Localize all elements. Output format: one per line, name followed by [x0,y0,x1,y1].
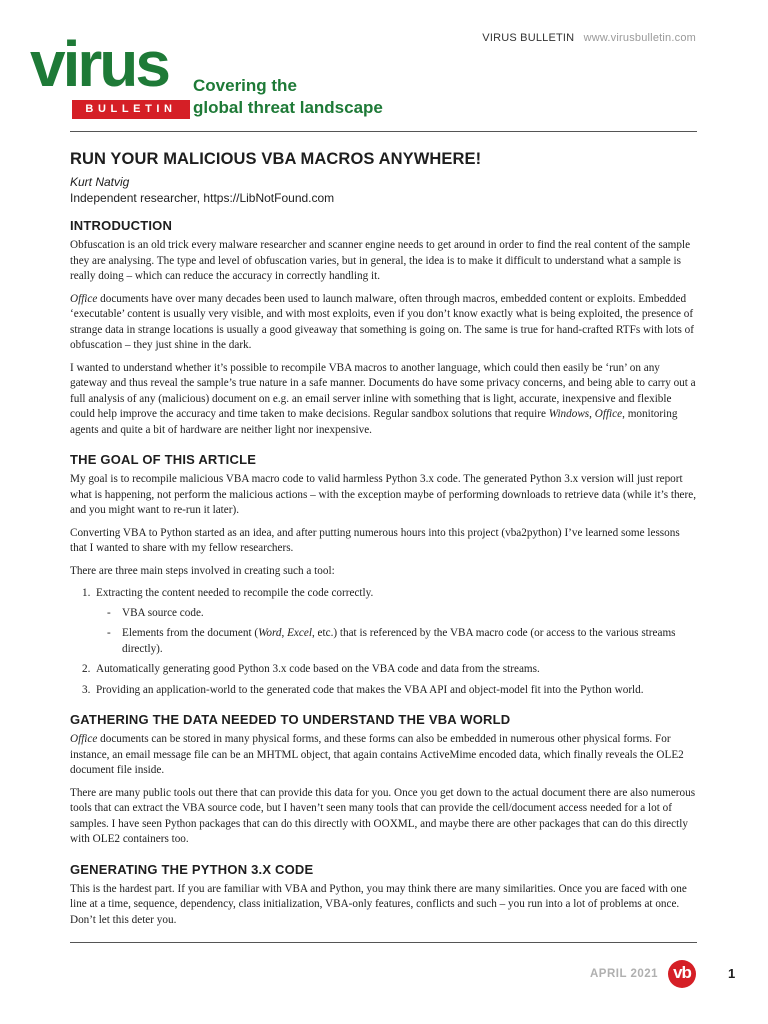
paragraph [70,361,697,439]
paragraph [70,292,697,354]
section-heading-goal: THE GOAL OF THIS ARTICLE [70,452,257,467]
paragraph-text: documents can be stored in many physical forms, and these forms can also be embedded in numerous other physical forms. For instance, an email message file can be an MHTML object, that again contains ActiveMime encoded data, which finally reveals the OLE2 document file inside. [70,733,684,776]
list-item-text: Extracting the content needed to recompile the code correctly. [96,587,374,599]
steps-list [70,586,697,698]
paragraph-text: , monitoring agents and quite a bit of hardware are neither light nor inexpensive. [70,408,678,436]
section-heading-generating: GENERATING THE PYTHON 3.X CODE [70,861,314,877]
sub-list-text: Elements from the document ( [122,627,259,639]
tagline-line-2: global threat landscape [193,98,383,117]
publication-name: VIRUS BULLETIN [482,32,575,44]
paragraph-text: I wanted to understand whether it’s possible to recompile VBA macros to another language, which could then easily be ‘run’ on any gateway and thus reveal the sample’s true nature in a safe manner. Documents do have some privacy concerns, and being able to carry out a full analysis of any (malicious) document on e.g. an email server inline with something that is light, accurate, inexpensive and flexible could help improve the accuracy and time taken to make decisions. Regular sandbox solutions that require [70,361,696,420]
paragraph: Converting VBA to Python started as an idea, and after putting numerous hours into this project (vba2python) I’ve learned some lessons that I wanted to share with my fellow researchers. [70,526,680,554]
emphasis: Office [70,733,98,745]
paragraph [70,732,697,779]
tagline [193,75,383,119]
list-item [70,683,697,699]
list-number: 3. [82,683,91,696]
emphasis: Excel [287,627,312,639]
paragraph-text: , [589,408,595,420]
list-item [70,662,697,678]
paragraph: There are many public tools out there that can provide this data for you. Once you get down to the actual document there are also numerous tools that can extract the VBA source code, but I haven’t seen many tools that can provide the cell/document access needed for a lot of samples. I have seen Python packages that can do this directly with OOXML, and maybe there are other packages that can do this directly with OLE2 containers too. [70,786,696,845]
paragraph: There are three main steps involved in creating such a tool: [70,564,335,577]
list-item-text: Automatically generating good Python 3.x code based on the VBA code and data from the streams. [96,663,540,675]
author-name: Kurt Natvig [70,175,130,189]
paragraph: My goal is to recompile malicious VBA macro code to valid harmless Python 3.x code. The generated Python 3.x version will just report what is happening, not perform the malicious actions – with the exception maybe of performing downloads to retrieve data (while it’s there, and you might want to re-run it later). [70,473,697,516]
article-body [70,150,697,935]
sub-list-item: - Elements from the document (Word, Excel, etc.) that is referenced by the VBA macro code (or access to the various streams directly). [107,627,676,655]
emphasis: Windows [548,408,590,420]
emphasis: Office [594,408,623,420]
sub-list [96,606,697,658]
emphasis: Office [70,292,98,305]
section-heading-introduction: INTRODUCTION [70,218,173,233]
paragraph: Obfuscation is an old trick every malware researcher and scanner engine needs to get around in order to find the real content of the sample they are analysing. The type and level of obfuscation varies, but in general, the idea is to make it difficult to understand what a sample is really doing – which can reduce the accuracy in correctly handling it. [70,239,691,282]
list-number: 1. [82,587,91,599]
publication-url[interactable]: www.virusbulletin.com [583,32,696,44]
sub-list-text: , etc.) that is referenced by the VBA macro code (or access to the various streams directly). [122,627,676,655]
paragraph-text: documents have over many decades been used to launch malware, often through macros, embedded content or exploits. Embedded ‘executable’ content is usually very visible, and with most exploits, even if you don’t know exactly what is being exploited, the presence of strange data in strange locations is usually a good giveaway that something is going on. The same is true for hand-crafted RTFs with lots of obfuscation – they just shine in the dark. [70,292,694,351]
paragraph: This is the hardest part. If you are familiar with VBA and Python, you may think there are many similarities. Once you are faced with one line at a time, sequence, dependency, class initialization, VBA-only features, conflicts and such – you run into a lot of problems at once. Don’t let this deter you. [70,882,687,926]
list-item [70,586,697,657]
header-divider [70,131,697,132]
top-header [482,32,696,44]
section-heading-gathering: GATHERING THE DATA NEEDED TO UNDERSTAND THE VBA WORLD [70,712,511,727]
sub-list-item: - VBA source code. [107,606,204,619]
author-affiliation: Independent researcher, https://LibNotFound.com [70,191,335,205]
tagline-line-1: Covering the [193,76,297,95]
list-item-text: Providing an application-world to the generated code that makes the VBA API and object-model fit into the Python world. [96,683,644,696]
sub-list-text: , [281,627,288,639]
vb-logo-badge: vb [668,960,696,988]
logo-bulletin-bar: BULLETIN [72,100,190,119]
sub-list-text: VBA source code. [122,606,204,619]
list-number: 2. [82,663,91,675]
emphasis: Word [258,627,282,639]
footer-divider [70,942,697,943]
page-number: 1 [728,966,736,981]
issue-date: APRIL 2021 [590,968,659,980]
article-title: RUN YOUR MALICIOUS VBA MACROS ANYWHERE! [70,150,482,168]
virus-bulletin-logo [30,28,190,122]
logo-word: virus [30,28,168,100]
